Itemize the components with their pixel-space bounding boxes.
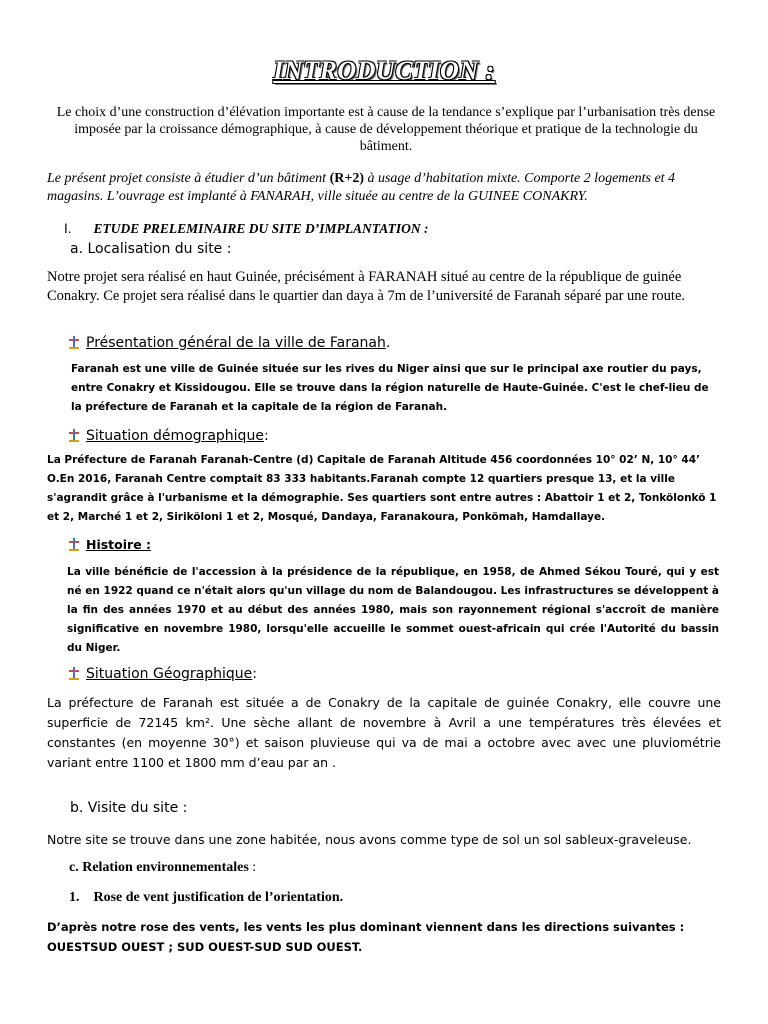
- presentation-suffix: .: [385, 335, 391, 351]
- histoire-paragraph: La ville bénéficie de l'accession à la présidence de la république, en 1958, de Ahmed Sékou Touré, qui y est né en 1922 quand ce n'était alors qu'un village du nom de Balandougou. Les infrastructures se développent à la fin des années 1970 et au début des années 1980, mais son rayonnement régional s'accroît de manière significative en novembre 1980, lorsqu'elle accueille le sommet ouest-africain qui crée l'Autorité du bassin du Niger.: [67, 566, 719, 654]
- geographie-suffix: :: [252, 666, 257, 682]
- project-text-2: à usage d’habitation mixte. Comporte 2 logements et 4 magasins. L’ouvrage est implanté à FANARAH, ville située au centre de la GUINEE CONAKRY.: [47, 171, 676, 204]
- section-number: I.: [64, 221, 72, 236]
- histoire-label: Histoire :: [86, 537, 152, 552]
- demographie-suffix: :: [263, 428, 269, 444]
- geographie-paragraph: La préfecture de Faranah est située a de Conakry de la capitale de guinée Conakry, elle couvre une superficie de 72145 km². Une sèche allant de novembre à Avril a une températures très élevées et constantes (en moyenne 30°) et saison pluvieuse qui va de mai a octobre avec avec une pluviométrie variant entre 1100 et 1800 mm d’eau par an .: [47, 695, 721, 770]
- relation-suffix: :: [248, 860, 257, 875]
- project-type: (R+2): [329, 171, 364, 186]
- project-paragraph: [47, 170, 727, 206]
- geographie-label: Situation Géographique: [86, 666, 253, 682]
- vents-paragraph: D’après notre rose des vents, les vents les plus dominant viennent dans les directions suivantes : OUESTSUD OUEST ; SUD OUEST-SUD SUD OUEST.: [47, 920, 685, 954]
- section-title: ETUDE PRELEMINAIRE DU SITE D’IMPLANTATION :: [93, 221, 429, 236]
- presentation-label: Présentation général de la ville de Faranah: [86, 335, 386, 351]
- visite-paragraph: Notre site se trouve dans une zone habitée, nous avons comme type de sol un sol sableux-graveleuse.: [47, 832, 692, 847]
- presentation-paragraph: Faranah est une ville de Guinée située sur les rives du Niger ainsi que sur le principal axe routier du pays, entre Conakry et Kissidougou. Elle se trouve dans la région naturelle de Haute-Guinée. C'est le chef-lieu de la préfecture de Faranah et la capitale de la région de Faranah.: [71, 363, 709, 413]
- relation-label: c. Relation environnementales: [69, 860, 249, 875]
- page-title: INTRODUCTION :: [273, 56, 495, 85]
- localisation-paragraph: Notre projet sera réalisé en haut Guinée, précisément à FARANAH situé au centre de la république de guinée Conakry. Ce projet sera réalisé dans le quartier dan daya à 7m de l’université de Faranah séparé par une route.: [47, 269, 686, 304]
- histoire-heading: [68, 537, 151, 552]
- bullet-icon: [68, 538, 80, 552]
- bullet-icon: [68, 336, 80, 350]
- bullet-icon: [68, 429, 80, 443]
- subheading-relation: [69, 860, 256, 876]
- subheading-visite: b. Visite du site :: [70, 800, 188, 816]
- rose-heading: 1. Rose de vent justification de l’orientation.: [69, 890, 344, 905]
- bullet-icon: [68, 667, 80, 681]
- presentation-heading: [68, 335, 390, 351]
- geographie-heading: [68, 666, 257, 682]
- demographie-paragraph: La Préfecture de Faranah Faranah-Centre (d) Capitale de Faranah Altitude 456 coordonnées 10° 02’ N, 10° 44’ O.En 2016, Faranah Centre comptait 83 333 habitants.Faranah compte 12 quartiers presque 13, et la ville s'agrandit grâce à l'urbanisme et la démographie. Ses quartiers sont entre autres : Abattoir 1 et 2, Tonkölonkö 1 et 2, Marché 1 et 2, Siriköloni 1 et 2, Mosqué, Dandaya, Faranakoura, Ponkömah, Hamdallaye.: [47, 454, 717, 523]
- intro-paragraph: Le choix d’une construction d’élévation importante est à cause de la tendance s’explique par l’urbanisation très dense imposée par la croissance démographique, à cause de développement théorique et pratique de la technologie du bâtiment.: [56, 105, 716, 154]
- section-heading: [64, 221, 428, 237]
- demographie-label: Situation démographique: [86, 428, 264, 444]
- subheading-localisation: a. Localisation du site :: [70, 241, 232, 257]
- demographie-heading: [68, 428, 269, 444]
- project-text-1: Le présent projet consiste à étudier d’un bâtiment: [47, 171, 330, 186]
